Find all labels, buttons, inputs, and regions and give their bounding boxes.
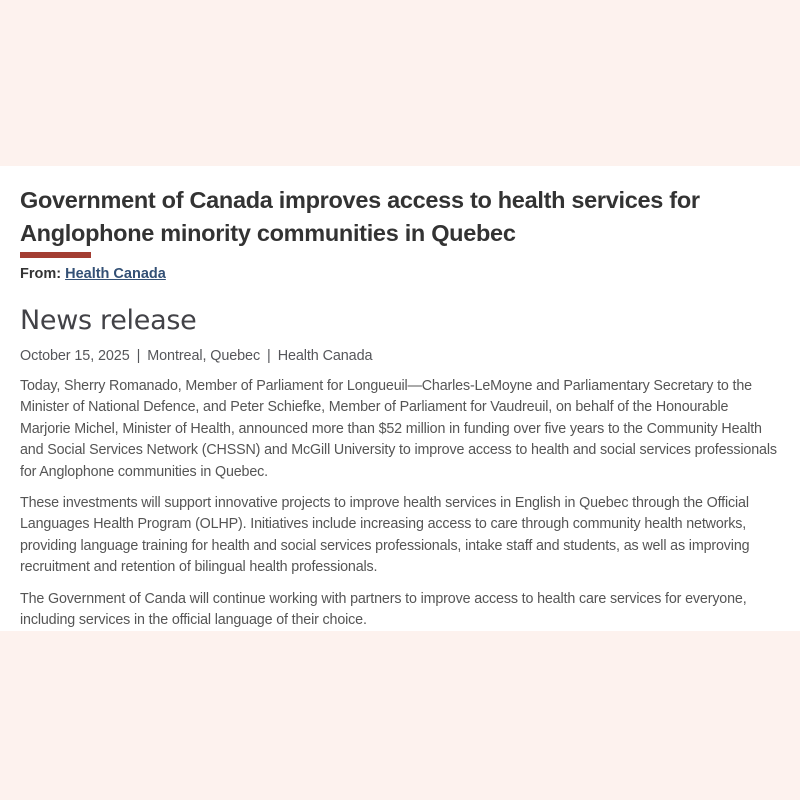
dateline-separator: | [267, 348, 271, 364]
dateline-location: Montreal, Quebec [147, 348, 261, 364]
department-link[interactable]: Health Canada [65, 266, 166, 282]
paragraph-investments: These investments will support innovative projects to improve health services in English in Quebec through the Official Languages Health Program (OLHP). Initiatives include increasing access to care through community health networks, providing language training for health and social services professionals, intake staff and students, as well as improving recruitment and retention of bilingual health professionals. [20, 495, 750, 576]
dateline-date: October 15, 2025 [20, 348, 130, 364]
dateline-separator: | [136, 348, 141, 364]
title-accent-bar [20, 252, 91, 258]
page-title: Government of Canada improves access to health services for Anglophone minority communities in Quebec [20, 187, 700, 246]
dateline [20, 346, 780, 366]
bottom-band [0, 631, 800, 800]
news-release-heading: News release [20, 305, 197, 336]
article-content [0, 166, 800, 631]
from-line [20, 264, 780, 284]
top-band [0, 0, 800, 166]
dateline-department: Health Canada [277, 348, 373, 364]
from-label: From: [20, 266, 62, 282]
paragraph-commitment: The Government of Canda will continue working with partners to improve access to health care services for everyone, including services in the official language of their choice. [20, 590, 747, 629]
paragraph-announcement: Today, Sherry Romanado, Member of Parliament for Longueuil—Charles-LeMoyne and Parliamentary Secretary to the Minister of National Defence, and Peter Schiefke, Member of Parliament for Vaudreuil, on behalf of the Honourable Marjorie Michel, Minister of Health, announced more than $52 million in funding over five years to the Community Health and Social Services Network (CHSSN) and McGill University to improve access to health and social services professionals for Anglophone communities in Quebec. [20, 378, 777, 480]
